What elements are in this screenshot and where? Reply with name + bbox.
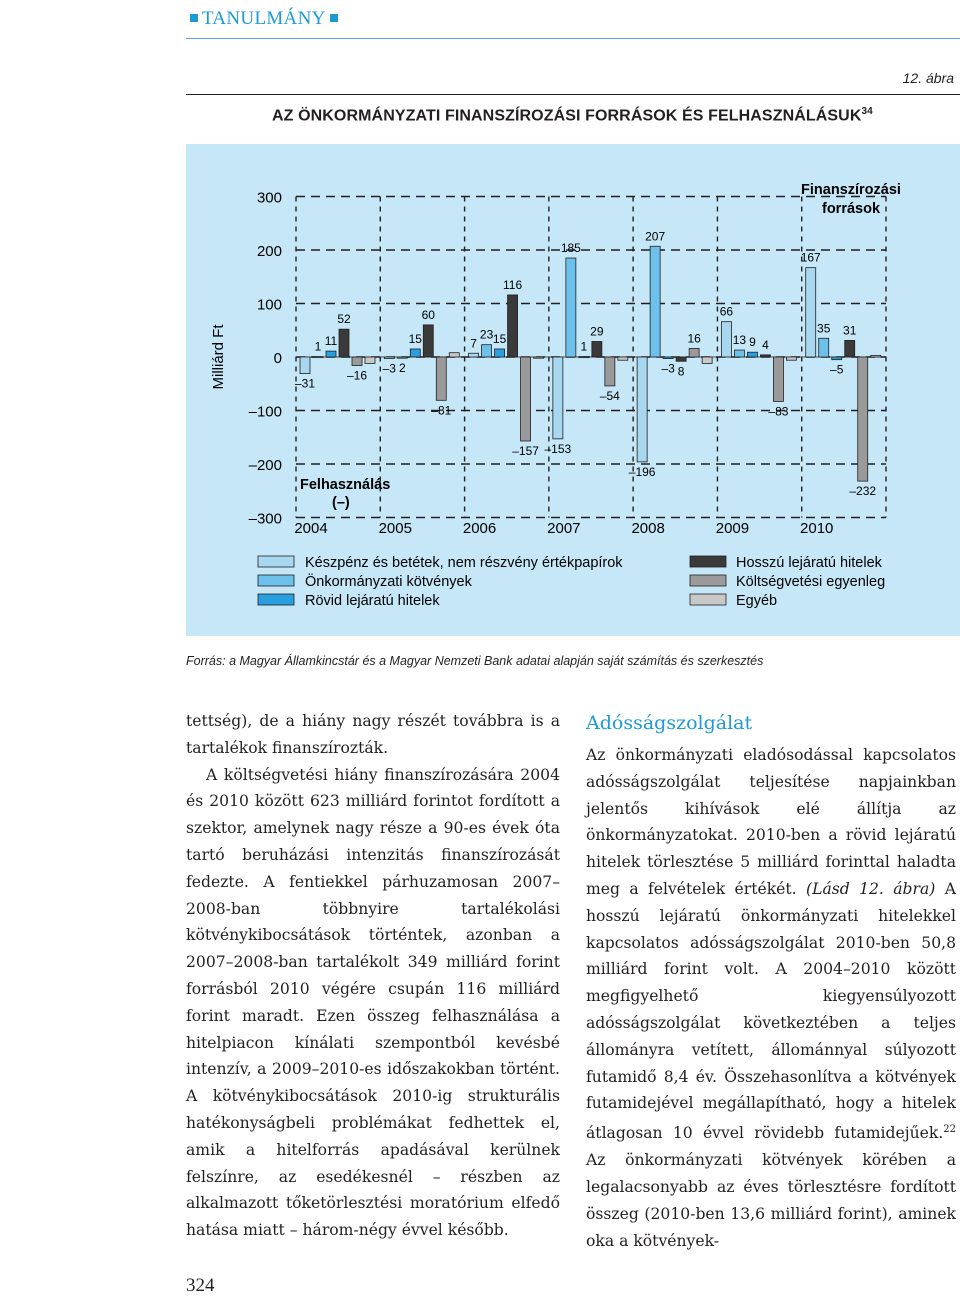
paragraph-text: Az önkormányzati kötvények körében a legalacsonyabb az éves törlesztésre fordított összeg (2010-ben 13,6 milliárd forint), aminek oka a kötvények-	[586, 1151, 956, 1250]
legend-label: Hosszú lejáratú hitelek	[736, 555, 882, 571]
figure-rule	[186, 94, 960, 95]
data-label: 7	[470, 336, 477, 351]
bar	[786, 357, 796, 360]
data-label: 4	[762, 337, 769, 352]
bar	[553, 357, 563, 439]
y-tick-label: 100	[256, 296, 282, 314]
legend-swatch	[690, 594, 726, 605]
source-label: Forrás:	[186, 654, 226, 668]
data-label: 16	[687, 331, 701, 346]
data-label: 23	[479, 327, 494, 342]
bar	[845, 340, 855, 357]
data-label: 60	[421, 307, 435, 322]
square-bullet-icon	[330, 14, 338, 22]
chart-panel	[186, 144, 960, 636]
left-column	[186, 708, 560, 1244]
data-label: 35	[817, 321, 831, 336]
bar	[734, 350, 744, 357]
data-label: 1	[580, 339, 588, 354]
bar	[566, 258, 576, 357]
bar	[449, 353, 459, 357]
legend-swatch	[258, 575, 294, 586]
data-label: 66	[719, 304, 734, 319]
y-tick-label: –100	[248, 403, 282, 421]
data-label: –3	[661, 361, 675, 376]
bar	[663, 357, 673, 359]
bar	[469, 353, 479, 357]
bar	[747, 352, 757, 357]
footnote-ref[interactable]: 22	[943, 1124, 956, 1136]
data-label: 15	[492, 331, 507, 346]
paragraph-text: A hosszú lejáratú önkormányzati hitelekkel kapcsolatos adósságszolgálat 2010-ben 50,8 milliárd forint volt. A 2004–2010 között megfigyelhető kiegyensúlyozott adósságszolgálat következtében a teljes állományra vetített, állománnyal súlyozott futamidő 8,4 év. Összehasonlítva a kötvények futamidejével megállapítható, hogy a hitelek átlagosan 10 évvel rövidebb futamidejűek.	[586, 879, 956, 1143]
data-label: –81	[431, 403, 452, 418]
bar	[326, 351, 336, 357]
x-tick-label: 2009	[715, 520, 750, 537]
bar	[721, 322, 731, 357]
x-tick-label: 2008	[631, 520, 665, 537]
paragraph-text: Az önkormányzati eladósodással kapcsolatos adósságszolgálat teljesítése napjainkban jelentős kihívások elé állítja az önkormányzatokat. 2010-ben a rövid lejáratú hitelek törlesztése 5 milliárd forinttal haladta meg a felvételek értékét.	[586, 746, 956, 898]
bar	[871, 355, 881, 357]
bar	[579, 356, 589, 357]
bar	[650, 246, 660, 357]
legend-label: Önkormányzati kötvények	[305, 574, 472, 590]
data-label: 185	[560, 241, 581, 256]
data-label: –16	[346, 368, 368, 383]
data-label: –5	[830, 362, 844, 377]
legend-swatch	[258, 594, 294, 605]
bar	[702, 357, 712, 363]
figure-title	[272, 106, 873, 125]
y-tick-label: –200	[248, 457, 282, 474]
data-label: 29	[590, 324, 604, 339]
y-tick-label: 0	[273, 350, 282, 367]
bar	[773, 357, 783, 401]
data-label: 15	[408, 331, 422, 346]
data-label: 207	[645, 229, 666, 244]
data-label: –54	[599, 388, 620, 403]
running-head	[186, 8, 342, 30]
bar-chart	[186, 144, 960, 636]
bar	[365, 357, 375, 363]
header-rule	[186, 38, 960, 39]
data-label: 116	[503, 277, 523, 292]
x-tick-label: 2006	[462, 520, 497, 537]
bar	[352, 357, 362, 366]
figure-reference[interactable]: (Lásd 12. ábra)	[806, 879, 936, 898]
bar	[689, 348, 699, 357]
bar	[534, 357, 544, 358]
data-label: –153	[544, 441, 572, 456]
data-label: 52	[337, 312, 351, 327]
bar	[592, 341, 602, 357]
bar	[410, 349, 420, 357]
legend-swatch	[690, 575, 726, 586]
x-tick-label: 2010	[800, 520, 834, 537]
bar	[858, 357, 868, 481]
data-label: –232	[849, 484, 877, 499]
legend-label: Készpénz és betétek, nem részvény értékpapírok	[305, 555, 623, 571]
legend-swatch	[258, 556, 294, 567]
bar	[819, 338, 829, 357]
section-name: TANULMÁNY	[202, 8, 326, 29]
data-label: –31	[294, 376, 316, 391]
x-tick-label: 2004	[294, 520, 328, 537]
x-tick-label: 2005	[378, 520, 412, 537]
data-label: 8	[677, 364, 685, 379]
legend-label: Rövid lejáratú hitelek	[305, 593, 440, 609]
section-heading: Adósságszolgálat	[586, 712, 753, 734]
legend-label: Egyéb	[736, 593, 778, 609]
annotation-top: Finanszírozási	[801, 182, 901, 198]
paragraph: tettség), de a hiány nagy részét továbbra is a tartalékok finanszírozták.	[186, 712, 560, 757]
data-label: 13	[732, 333, 747, 348]
annotation-bottom: Felhasználás	[300, 477, 391, 493]
right-column	[586, 708, 956, 1254]
bar	[384, 357, 394, 359]
data-label: 9	[749, 335, 756, 350]
data-label: –83	[768, 404, 789, 419]
bar	[423, 325, 433, 357]
figure-title-text: AZ ÖNKORMÁNYZATI FINANSZÍROZÁSI FORRÁSOK ÉS FELHASZNÁLÁSUK	[272, 107, 862, 125]
bar	[313, 356, 323, 357]
bar	[832, 357, 842, 360]
data-label: 2	[398, 361, 406, 376]
bar	[495, 349, 505, 357]
bar	[521, 357, 531, 441]
annotation-bottom: (–)	[332, 495, 350, 511]
bar	[508, 295, 518, 357]
annotation-top: források	[821, 201, 881, 217]
y-axis-label: Milliárd Ft	[210, 324, 227, 390]
bar	[339, 329, 349, 357]
bar	[436, 357, 446, 400]
source-text: a Magyar Államkincstár és a Magyar Nemzeti Bank adatai alapján saját számítás és szerkesztés	[225, 654, 764, 668]
bar	[482, 345, 492, 357]
figure-source	[186, 654, 763, 668]
square-bullet-icon	[190, 14, 198, 22]
bar	[637, 357, 647, 462]
y-tick-label: 300	[256, 189, 282, 207]
data-label: 1	[314, 339, 322, 354]
paragraph: A költségvetési hiány finanszírozására 2004 és 2010 között 623 milliárd forintot fordított a szektor, amelynek nagy része a 90-es évek óta tartó beruházási intenzitás finanszírozását fedezte. A fentiekkel párhuzamosan 2007–2008-ban többnyire tartalékolási kötvénykibocsátások történtek, azonban a 2007–2008-ban tartalékolt 349 milliárd forint forrásból 2010 végére csupán 116 milliárd forint maradt. Ezen összeg felhasználása a hitelpiacon kínálati szempontból kevésbé intenzív, a 2009–2010-es időszakokban történt. A kötvénykibocsátások 2010-ig strukturális hatékonyságbeli problémákat fedhettek el, amik a hitelforrás apadásával kerülnek felszínre, az esedékesnél – részben az alkalmazott tőketörlesztési moratórium elfedő hatása miatt – három-négy évvel később.	[186, 765, 560, 1240]
page-number: 324	[186, 1275, 215, 1296]
y-tick-label: 200	[256, 243, 282, 260]
y-tick-label: –300	[248, 510, 282, 528]
data-label: 167	[800, 250, 821, 265]
bar	[605, 357, 615, 386]
bar	[300, 357, 310, 374]
data-label: –157	[512, 443, 539, 458]
bar	[397, 357, 407, 358]
x-tick-label: 2007	[547, 520, 581, 537]
figure-number: 12. ábra	[902, 70, 954, 86]
footnote-ref: 34	[861, 106, 873, 117]
bar	[676, 357, 686, 361]
data-label: 11	[324, 334, 338, 349]
data-label: 31	[843, 323, 857, 338]
paragraph	[586, 742, 956, 1254]
bar	[806, 268, 816, 357]
data-label: –3	[382, 361, 396, 376]
legend-swatch	[690, 556, 726, 567]
data-label: –196	[628, 464, 656, 479]
bar	[760, 355, 770, 357]
legend-label: Költségvetési egyenleg	[736, 574, 886, 590]
bar	[618, 357, 628, 360]
